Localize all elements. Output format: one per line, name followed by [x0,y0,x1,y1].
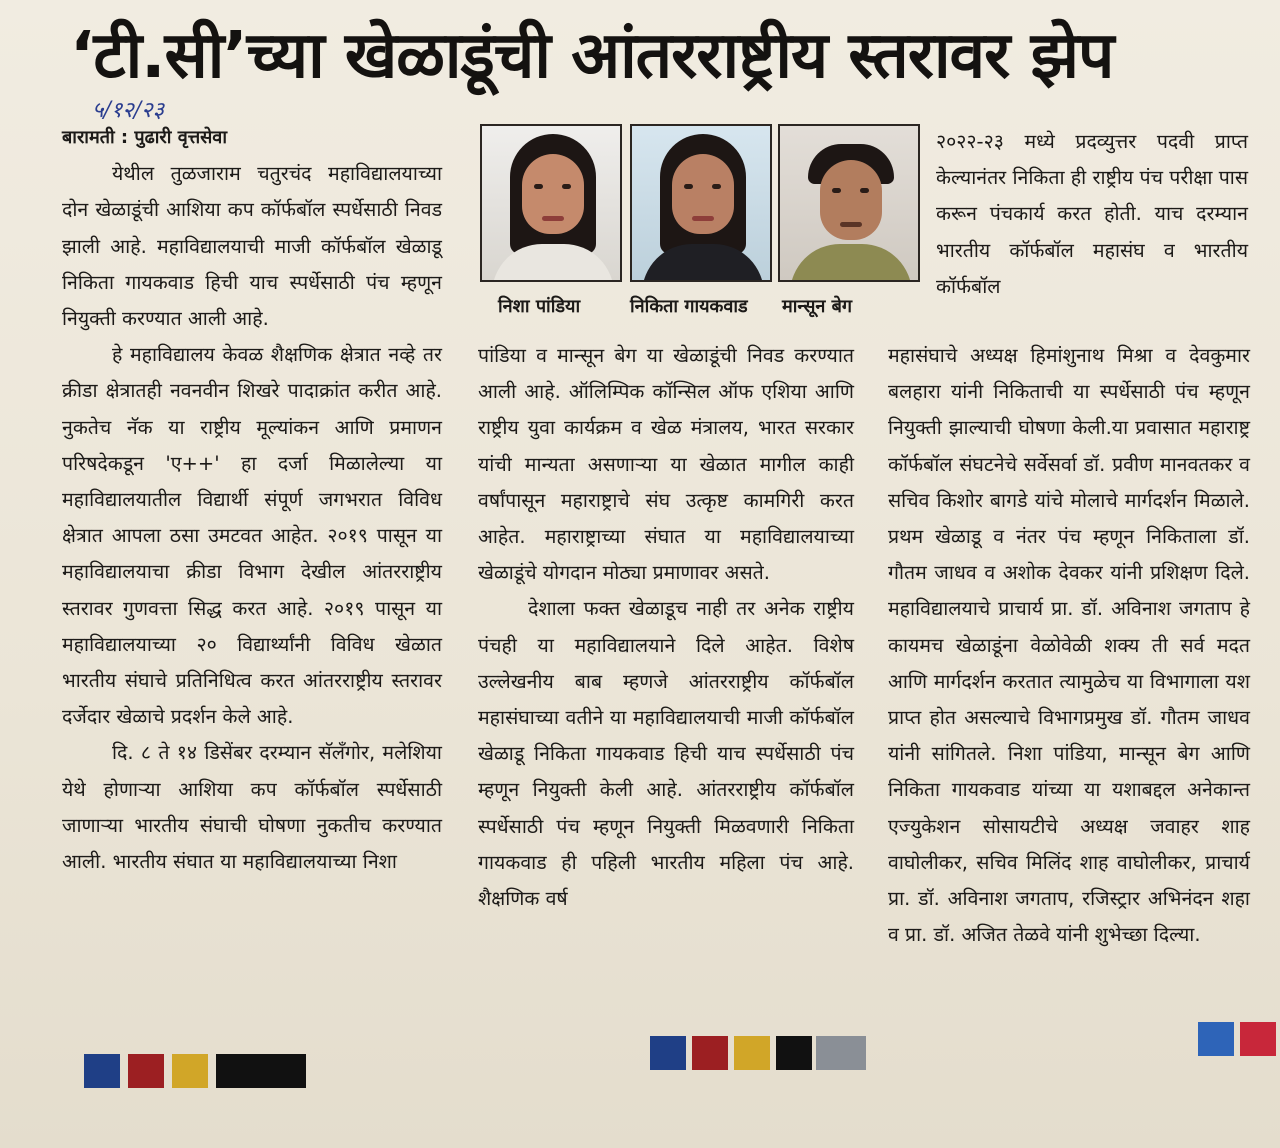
dateline: बारामती : पुढारी वृत्तसेवा [62,127,227,148]
print-color-bar-middle [650,1036,870,1072]
headline: ‘टी.सी’च्या खेळाडूंची आंतरराष्ट्रीय स्तरावर झेप [70,19,1114,93]
paragraph: पांडिया व मान्सून बेग या खेळाडूंची निवड करण्यात आली आहे. ऑलिम्पिक कॉन्सिल ऑफ एशिया आणि राष्ट्रीय युवा कार्यक्रम व खेळ मंत्रालय, भारत सरकार यांची मान्यता असणाऱ्या या खेळात मागील काही वर्षांपासून महाराष्ट्राचे संघ उत्कृष्ट कामगिरी करत आहेत. महाराष्ट्राच्या संघात या महाविद्यालयाच्या खेळाडूंचे योगदान मोठ्या प्रमाणावर असते. [478,344,854,585]
color-swatch [692,1036,728,1070]
player-photo-nikita [630,124,772,282]
article-column-2 [478,338,854,917]
article-column-1 [62,120,442,880]
color-swatch [84,1054,120,1088]
paragraph: हे महाविद्यालय केवळ शैक्षणिक क्षेत्रात नव्हे तर क्रीडा क्षेत्रातही नवनवीन शिखरे पादाक्रांत करीत आहे. नुकतेच नॅक या राष्ट्रीय मूल्यांकन आणि प्रमाणन परिषदेकडून 'ए++' हा दर्जा मिळालेल्या या महाविद्यालयातील विद्यार्थी संपूर्ण जगभरात विविध क्षेत्रात आपला ठसा उमटवत आहेत. २०१९ पासून या महाविद्यालयाचा क्रीडा विभाग देखील आंतरराष्ट्रीय स्तरावर गुणवत्ता सिद्ध करत आहे. २०१९ पासून या महाविद्यालयाच्या २० विद्यार्थ्यांनी विविध खेळात भारतीय संघाचे प्रतिनिधित्व करत आंतरराष्ट्रीय स्तरावर दर्जेदार खेळाचे प्रदर्शन केले आहे. [62,343,442,729]
photo-captions [482,290,922,324]
player-photo-nisha [480,124,622,282]
print-color-bar-left [84,1054,314,1090]
paragraph: दि. ८ ते १४ डिसेंबर दरम्यान सॅलँगोर, मलेशिया येथे होणाऱ्या आशिया कप कॉर्फबॉल स्पर्धेसाठी जाणाऱ्या भारतीय संघाची घोषणा नुकतीच करण्यात आली. भारतीय संघात या महाविद्यालयाच्या निशा [62,741,442,874]
color-swatch [776,1036,812,1070]
article-column-3-bottom [888,338,1250,953]
photo-caption: मान्सून बेग [782,296,853,317]
paragraph: २०२२-२३ मध्ये प्रदव्युत्तर पदवी प्राप्त केल्यानंतर निकिता ही राष्ट्रीय पंच परीक्षा पास करून पंचकार्य करत होती. याच दरम्यान भारतीय कॉर्फबॉल महासंघ व भारतीय कॉर्फबॉल [936,130,1248,298]
photo-strip [480,124,920,284]
paragraph: महासंघाचे अध्यक्ष हिमांशुनाथ मिश्रा व देवकुमार बलहारा यांनी निकिताची या स्पर्धेसाठी पंच म्हणून नियुक्ती झाल्याची घोषणा केली.या प्रवासात महाराष्ट्र कॉर्फबॉल संघटनेचे सर्वेसर्वा डॉ. प्रवीण मानवतकर व सचिव किशोर बागडे यांचे मोलाचे मार्गदर्शन मिळाले. प्रथम खेळाडू व नंतर पंच म्हणून निकिताला डॉ. गौतम जाधव व अशोक देवकर यांनी प्रशिक्षण दिले. महाविद्यालयाचे प्राचार्य प्रा. डॉ. अविनाश जगताप हे कायमच खेळाडूंना वेळोवेळी शक्य ती सर्व मदत आणि मार्गदर्शन करतात त्यामुळेच या विभागाला यश प्राप्त होत असल्याचे विभागप्रमुख डॉ. गौतम जाधव यांनी सांगितले. निशा पांडिया, मान्सून बेग आणि निकिता गायकवाड यांच्या या यशाबद्दल अनेकान्त एज्युकेशन सोसायटीचे अध्यक्ष जवाहर शाह वाघोलीकर, सचिव मिलिंद शाह वाघोलीकर, प्राचार्य प्रा. डॉ. अविनाश जगताप, रजिस्ट्रार अभिनंदन शहा व प्रा. डॉ. अजित तेळवे यांनी शुभेच्छा दिल्या. [888,344,1250,947]
paragraph: येथील तुळजाराम चतुरचंद महाविद्यालयाच्या दोन खेळाडूंची आशिया कप कॉर्फबॉल स्पर्धेसाठी निवड झाली आहे. महाविद्यालयाची माजी कॉर्फबॉल खेळाडू निकिता गायकवाड हिची याच स्पर्धेसाठी पंच म्हणून नियुक्ती करण्यात आली आहे. [62,162,442,331]
color-swatch [816,1036,866,1070]
print-color-bar-right [1198,1022,1278,1058]
color-swatch [1240,1022,1276,1056]
color-swatch [1198,1022,1234,1056]
handwritten-date: ५/१२/२३ [92,98,165,123]
color-swatch [650,1036,686,1070]
player-photo-mansoon [778,124,920,282]
photo-caption: निकिता गायकवाड [630,296,748,317]
color-swatch [172,1054,208,1088]
color-swatch [128,1054,164,1088]
article-column-3-top [936,124,1248,305]
paragraph: देशाला फक्त खेळाडूच नाही तर अनेक राष्ट्रीय पंचही या महाविद्यालयाने दिले आहेत. विशेष उल्लेखनीय बाब म्हणजे आंतरराष्ट्रीय कॉर्फबॉल महासंघाच्या वतीने या महाविद्यालयाची माजी कॉर्फबॉल खेळाडू निकिता गायकवाड हिची याच स्पर्धेसाठी पंच म्हणून नियुक्ती केली आहे. आंतरराष्ट्रीय कॉर्फबॉल स्पर्धेसाठी पंच म्हणून नियुक्ती मिळवणारी निकिता गायकवाड ही पहिली भारतीय महिला पंच आहे. शैक्षणिक वर्ष [478,597,854,911]
color-swatch [216,1054,306,1088]
color-swatch [734,1036,770,1070]
photo-caption: निशा पांडिया [498,296,581,317]
